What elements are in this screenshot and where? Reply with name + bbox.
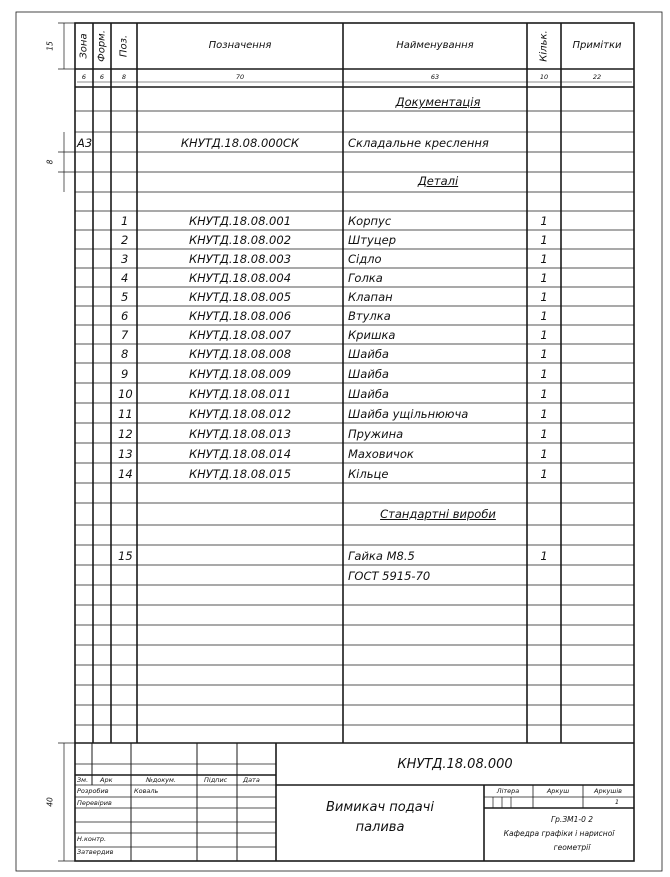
tb-department-line2: геометрії [553, 843, 591, 852]
part-pos: 13 [118, 447, 133, 461]
part-qty: 1 [540, 367, 548, 381]
part-name: Штуцер [348, 233, 397, 247]
part-name: Клапан [348, 290, 393, 304]
section-standard-items: Стандартні вироби [380, 507, 496, 521]
part-name: Пружина [348, 427, 404, 441]
title-block-doc-code: КНУТД.18.08.000 [397, 757, 513, 772]
part-pos: 10 [118, 387, 133, 401]
header-format: Форм. [96, 30, 108, 62]
tb-litera-label: Літера [496, 787, 520, 795]
outer-sheet-border [16, 12, 662, 871]
assembly-designation: КНУТД.18.08.000СК [180, 136, 300, 150]
tb-col-sign: Підпис [204, 776, 228, 784]
side-dimension-lines [58, 23, 75, 861]
width-position: 8 [121, 73, 127, 81]
part-pos: 4 [121, 271, 129, 285]
standard-item-pos: 15 [118, 549, 133, 563]
part-name: Голка [348, 271, 383, 285]
part-designation: КНУТД.18.08.007 [188, 328, 292, 342]
part-designation: КНУТД.18.08.009 [188, 367, 292, 381]
side-dimension-row-height: 8 [45, 159, 55, 165]
standard-item-name: Гайка М8.5 [348, 549, 415, 563]
width-name: 63 [430, 73, 440, 81]
part-name: Втулка [348, 309, 391, 323]
tb-checked-label: Перевірив [77, 799, 112, 807]
tb-department-line1: Кафедра графіки і нарисної [503, 829, 615, 838]
section-documentation: Документація [395, 95, 481, 109]
part-name: Сідло [348, 252, 382, 266]
width-zone: 6 [81, 73, 87, 81]
part-pos: 3 [121, 252, 129, 266]
tb-col-change: Зм. [77, 776, 89, 784]
width-designation: 70 [235, 73, 245, 81]
width-quantity: 10 [539, 73, 549, 81]
section-parts: Деталі [417, 174, 459, 188]
part-qty: 1 [540, 290, 548, 304]
part-name: Шайба ущільнююча [348, 407, 469, 421]
header-name: Найменування [396, 40, 474, 51]
part-qty: 1 [540, 387, 548, 401]
part-name: Кришка [348, 328, 396, 342]
tb-col-sheet: Арк [100, 776, 113, 784]
width-notes: 22 [592, 73, 602, 81]
tb-col-docno: №докум. [146, 776, 176, 784]
part-qty: 1 [540, 467, 548, 481]
part-pos: 2 [121, 233, 129, 247]
part-qty: 1 [540, 328, 548, 342]
part-pos: 5 [121, 290, 129, 304]
part-qty: 1 [540, 309, 548, 323]
part-qty: 1 [540, 271, 548, 285]
tb-developed-name: Коваль [134, 787, 159, 795]
part-designation: КНУТД.18.08.014 [188, 447, 292, 461]
part-name: Шайба [348, 347, 389, 361]
part-pos: 12 [118, 427, 133, 441]
header-position: Поз. [118, 34, 130, 58]
header-notes: Примітки [572, 40, 622, 51]
side-dimension-header-height: 15 [45, 41, 55, 51]
part-name: Корпус [348, 214, 392, 228]
tb-sheet-label: Аркуш [546, 787, 570, 795]
tb-norm-label: Н.контр. [77, 835, 107, 843]
part-designation: КНУТД.18.08.008 [188, 347, 292, 361]
width-format: 6 [99, 73, 105, 81]
part-pos: 11 [118, 407, 133, 421]
part-name: Кільце [348, 467, 389, 481]
part-qty: 1 [540, 447, 548, 461]
part-designation: КНУТД.18.08.002 [188, 233, 292, 247]
part-designation: КНУТД.18.08.003 [188, 252, 292, 266]
part-designation: КНУТД.18.08.001 [188, 214, 292, 228]
part-pos: 1 [121, 214, 129, 228]
part-name: Маховичок [348, 447, 414, 461]
part-designation: КНУТД.18.08.004 [188, 271, 292, 285]
part-designation: КНУТД.18.08.011 [188, 387, 292, 401]
drawing-title-line1: Вимикач подачі [326, 800, 434, 815]
part-qty: 1 [540, 407, 548, 421]
side-dimension-title-block-height: 40 [45, 797, 55, 807]
assembly-name: Складальне креслення [348, 136, 489, 150]
part-name: Шайба [348, 387, 389, 401]
part-designation: КНУТД.18.08.006 [188, 309, 292, 323]
header-zone: Зона [78, 33, 90, 59]
tb-sheets-label: Аркушів [594, 787, 622, 795]
tb-col-date: Дата [243, 776, 260, 784]
tb-developed-label: Розробив [77, 787, 109, 795]
standard-item-standard: ГОСТ 5915-70 [348, 569, 431, 583]
part-qty: 1 [540, 252, 548, 266]
part-pos: 6 [121, 309, 129, 323]
drawing-title-line2: палива [355, 820, 405, 835]
tb-group: Гр.ЗМ1-0 2 [550, 815, 594, 824]
standard-item-qty: 1 [540, 549, 548, 563]
part-name: Шайба [348, 367, 389, 381]
part-pos: 8 [121, 347, 129, 361]
part-pos: 14 [118, 467, 133, 481]
header-designation: Позначення [208, 40, 272, 51]
part-pos: 7 [121, 328, 129, 342]
part-qty: 1 [540, 233, 548, 247]
part-qty: 1 [540, 427, 548, 441]
tb-approved-label: Затвердив [77, 848, 114, 856]
part-qty: 1 [540, 214, 548, 228]
part-qty: 1 [540, 347, 548, 361]
part-designation: КНУТД.18.08.005 [188, 290, 292, 304]
part-designation: КНУТД.18.08.012 [188, 407, 292, 421]
assembly-format: А3 [77, 136, 93, 150]
header-quantity: Кільк. [538, 30, 550, 62]
part-pos: 9 [121, 367, 129, 381]
part-designation: КНУТД.18.08.015 [188, 467, 292, 481]
tb-sheets-value: 1 [614, 798, 620, 806]
part-designation: КНУТД.18.08.013 [188, 427, 292, 441]
